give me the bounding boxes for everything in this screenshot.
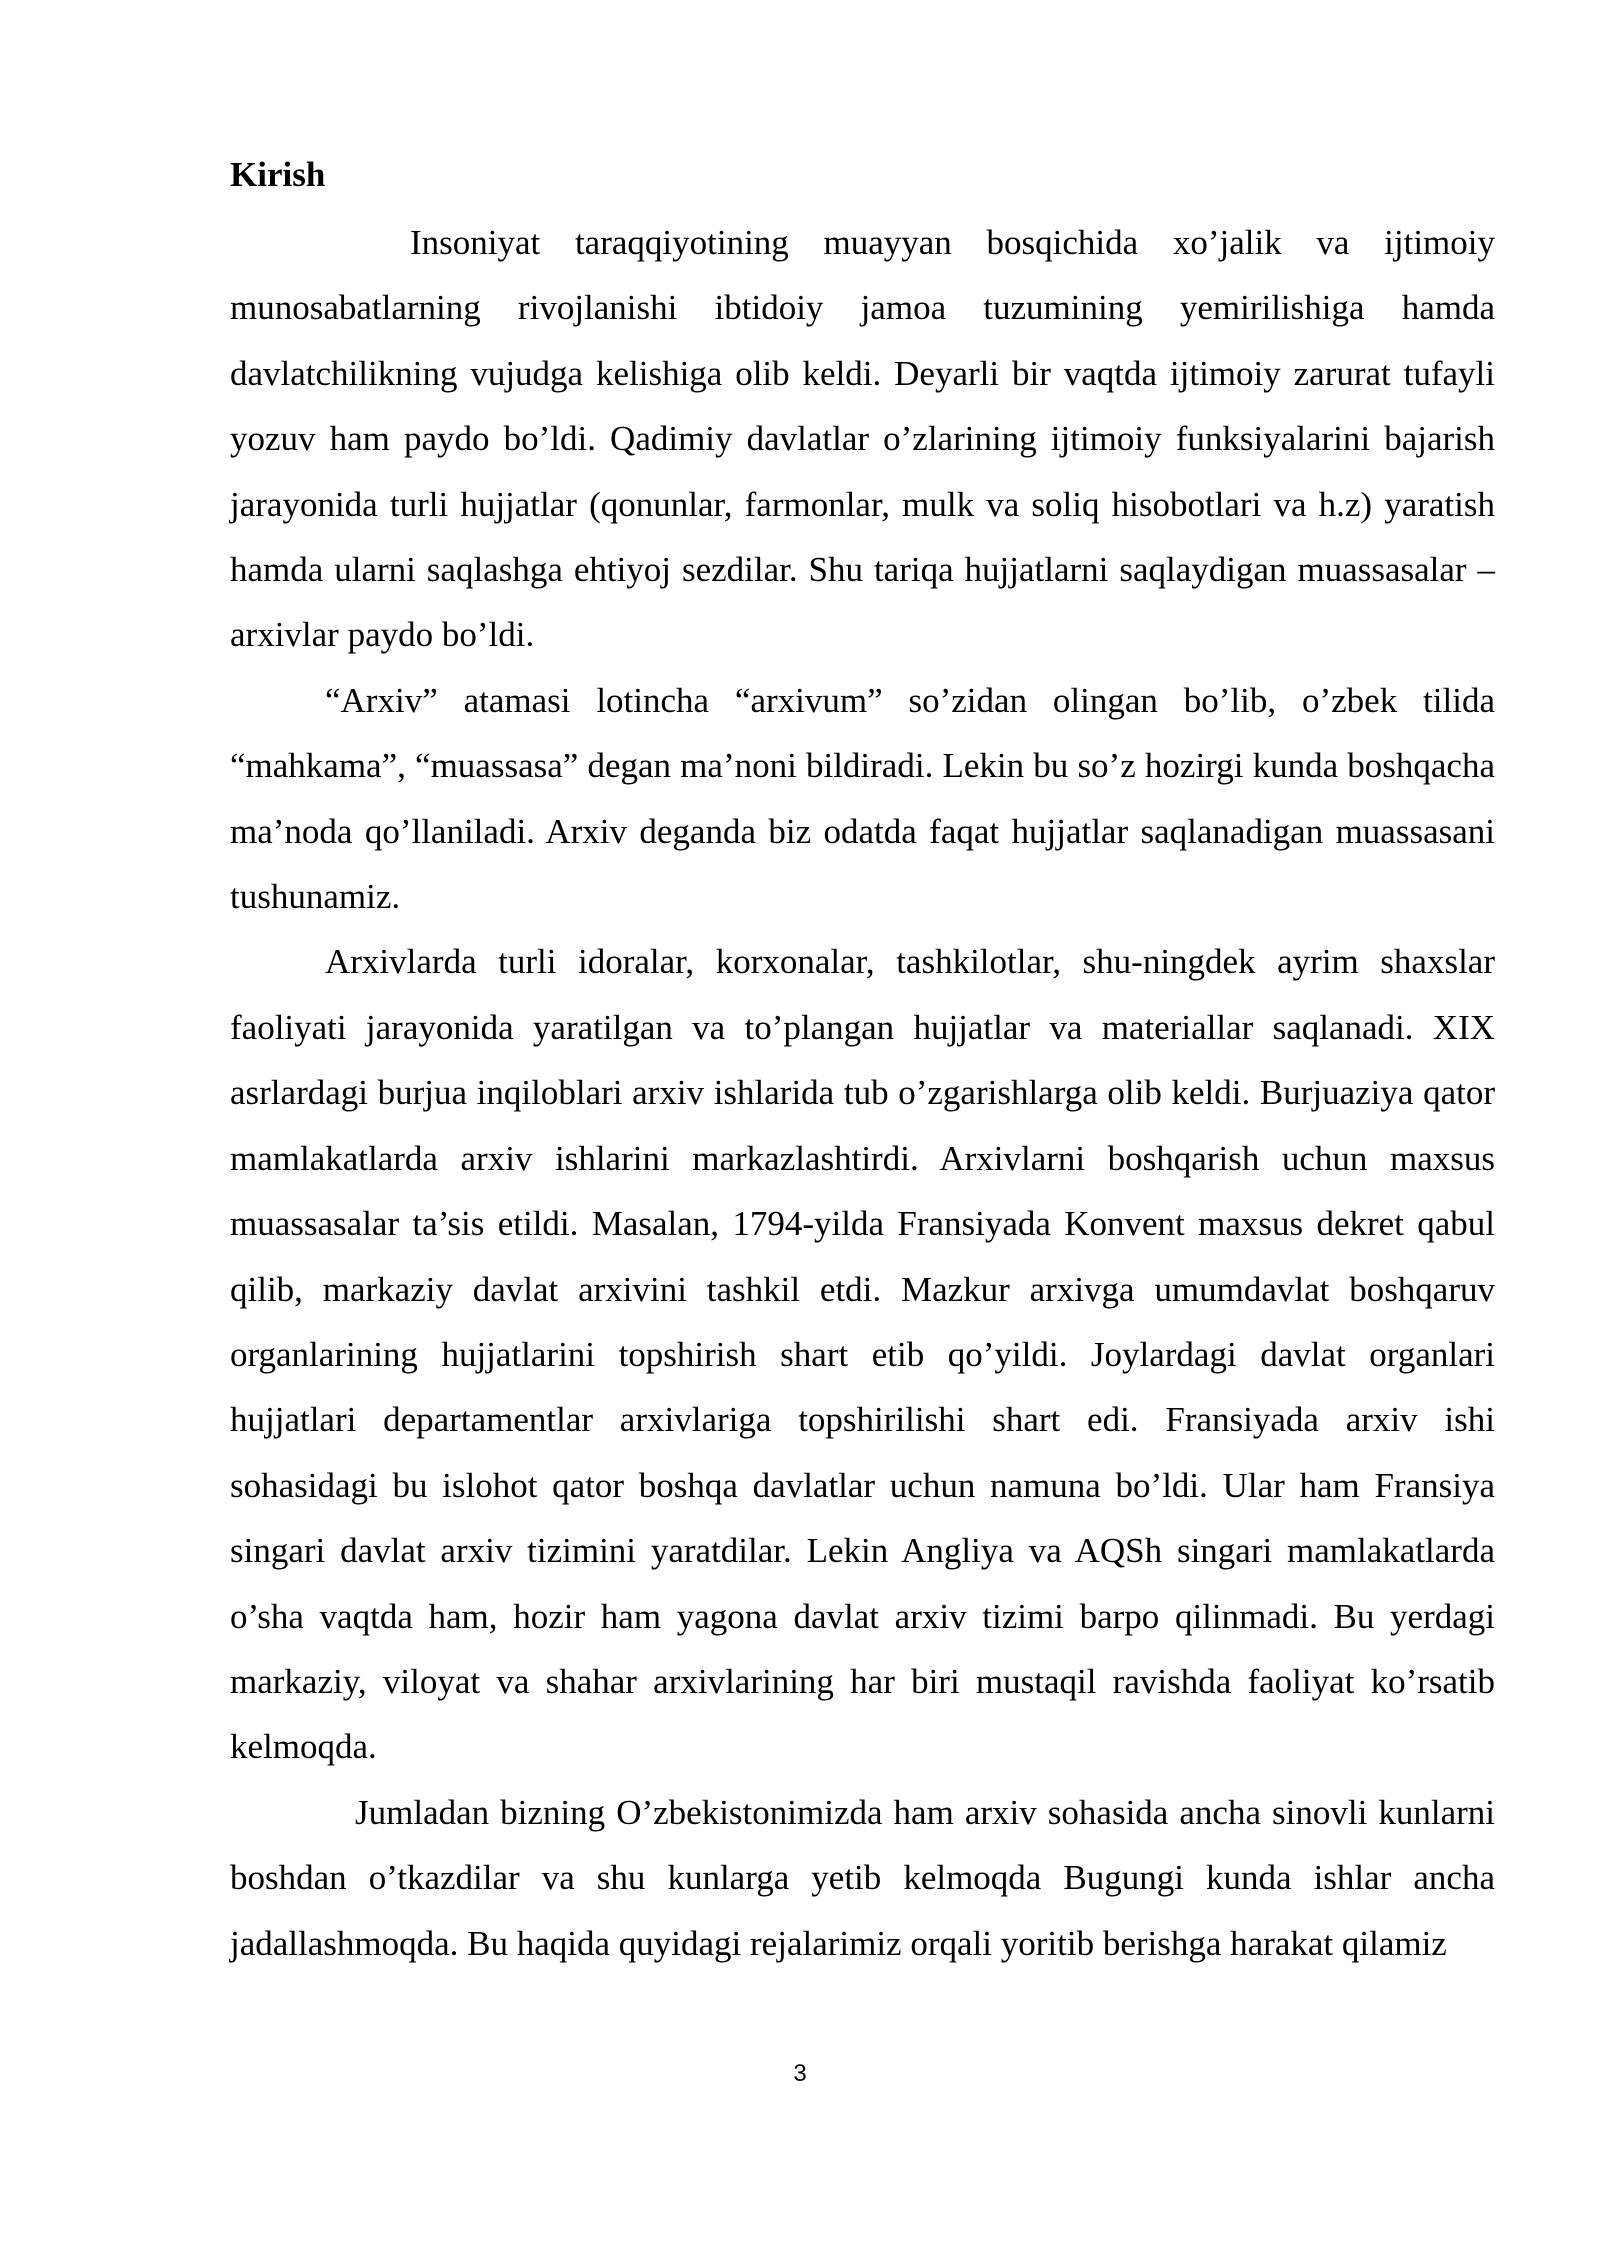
paragraph-4: Jumladan bizning O’zbekistonimizda ham arxiv sohasida ancha sinovli kunlarni boshdan o’tkazdilar va shu kunlarga yetib kelmoqda Bugungi kunda ishlar ancha jadallashmoqda. Bu haqida quyidagi rejalarimiz orqali yoritib berishga harakat qilamiz xyxy=(230,1792,1495,1963)
paragraph-3: Arxivlarda turli idoralar, korxonalar, tashkilotlar, shu-ningdek ayrim shaxslar faoliyati jarayonida yaratilgan va to’plangan hujjatlar va materiallar saqlanadi. XIX asrlardagi burjua inqiloblari arxiv ishlarida tub o’zgarishlarga olib keldi. Burjuaziya qator mamlakatlarda arxiv ishlarini markazlashtirdi. Arxivlarni boshqarish uchun maxsus muassasalar ta’sis etildi. Masalan, 1794-yilda Fransiyada Konvent maxsus dekret qabul qilib, markaziy davlat arxivini tashkil etdi. Mazkur arxivga umumdavlat boshqaruv organlarining hujjatlarini topshirish shart etib qo’yildi. Joylardagi davlat organlari hujjatlari departamentlar arxivlariga topshirilishi shart edi. Fransiyada arxiv ishi sohasidagi bu islohot qator boshqa davlatlar uchun namuna bo’ldi. Ular ham Fransiya singari davlat arxiv tizimini yaratdilar. Lekin Angliya va AQSh singari mamlakatlarda o’sha vaqtda ham, hozir ham yagona davlat arxiv tizimi barpo qilinmadi. Bu yerdagi markaziy, viloyat va shahar arxivlarining har biri mustaqil ravishda faoliyat ko’rsatib kelmoqda. xyxy=(230,942,1495,1767)
paragraph-2: “Arxiv” atamasi lotincha “arxivum” so’zidan olingan bo’lib, o’zbek tilida “mahkama”, “muassasa” degan ma’noni bildiradi. Lekin bu so’z hozirgi kunda boshqacha ma’noda qo’llaniladi. Arxiv deganda biz odatda faqat hujjatlar saqlanadigan muassasani tushunamiz. xyxy=(230,680,1495,917)
section-heading: Kirish xyxy=(230,155,326,194)
page-number: 3 xyxy=(793,2060,807,2087)
page-content xyxy=(230,150,1495,1976)
paragraph-1: Insoniyat taraqqiyotining muayyan bosqichida xo’jalik va ijtimoiy munosabatlarning rivojlanishi ibtidoiy jamoa tuzumining yemirilishiga hamda davlatchilikning vujudga kelishiga olib keldi. Deyarli bir vaqtda ijtimoiy zarurat tufayli yozuv ham paydo bo’ldi. Qadimiy davlatlar o’zlarining ijtimoiy funksiyalarini bajarish jarayonida turli hujjatlar (qonunlar, farmonlar, mulk va soliq hisobotlari va h.z) yaratish hamda ularni saqlashga ehtiyoj sezdilar. Shu tariqa hujjatlarni saqlaydigan muassasalar – arxivlar paydo bo’ldi. xyxy=(230,223,1495,655)
